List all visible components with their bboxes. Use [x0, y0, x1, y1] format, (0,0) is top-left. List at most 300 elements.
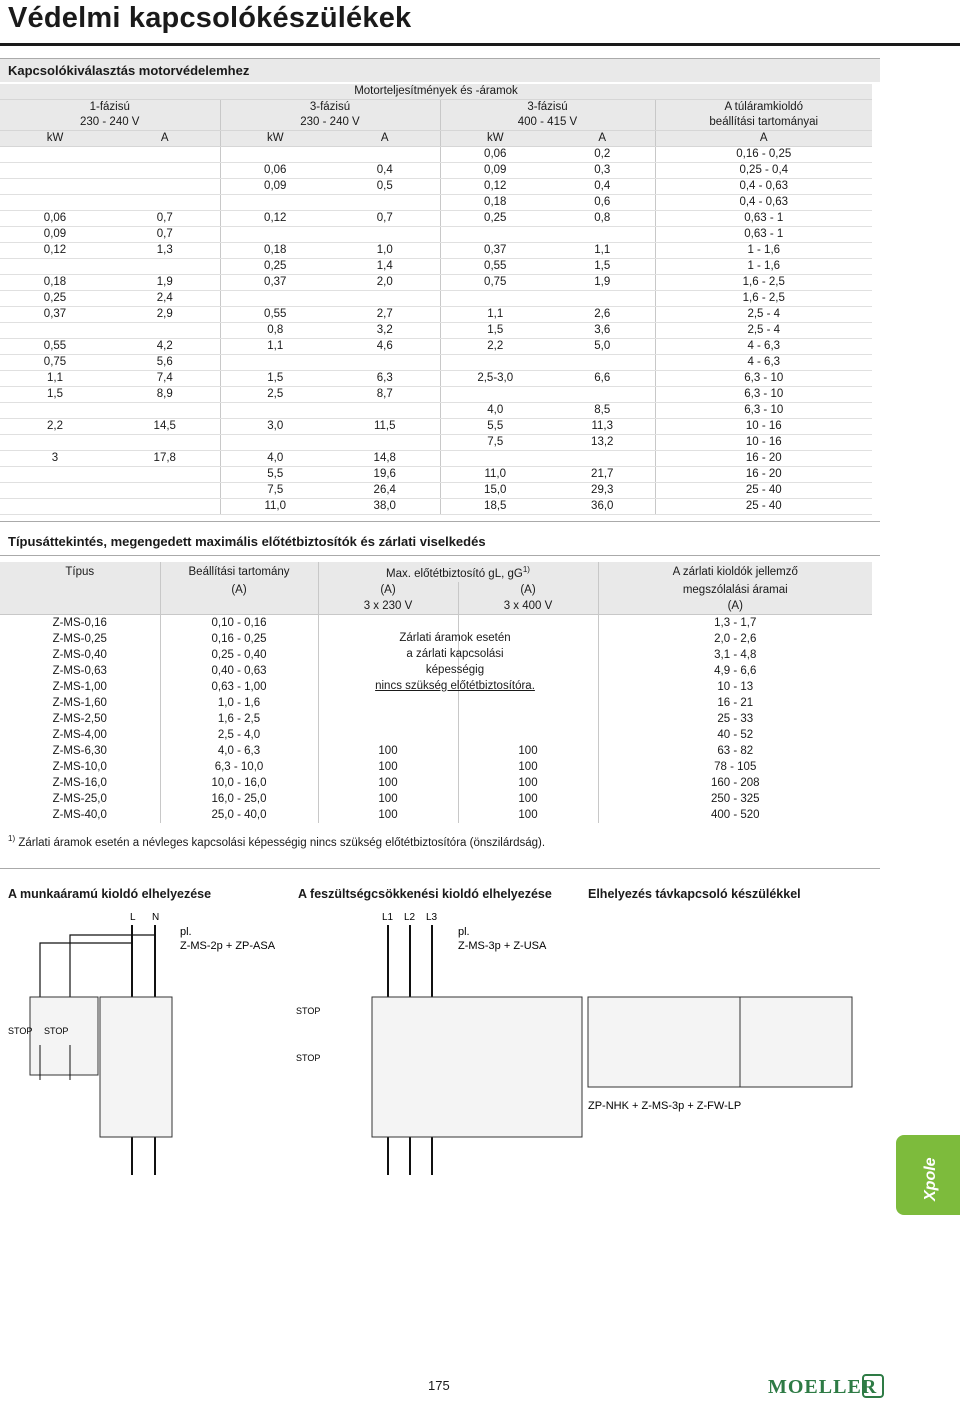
table-cell: 10 - 16	[655, 419, 872, 435]
stop-label: STOP	[296, 1006, 321, 1016]
table-row	[0, 467, 872, 483]
table-cell: 6,3 - 10	[655, 371, 872, 387]
label-L2: L2	[404, 912, 416, 923]
table-cell	[0, 499, 110, 515]
table-cell: Z-MS-16,0	[52, 776, 107, 789]
table-cell: 5,6	[110, 355, 220, 371]
table-cell	[110, 179, 220, 195]
header-max-fuse: Max. előtétbiztosító gL, $gG^{1)}$	[318, 562, 598, 582]
header-zarlati-unit: (A)	[598, 598, 872, 615]
table-cell	[550, 291, 655, 307]
table-cell: 2,5-3,0	[440, 371, 550, 387]
table-row	[0, 727, 872, 743]
table-cell	[330, 403, 440, 419]
table-cell: Z-MS-0,63	[52, 664, 107, 677]
table-row	[0, 791, 872, 807]
table-cell: Z-MS-10,0	[52, 760, 107, 773]
diagram2-wiring	[290, 905, 590, 1175]
table-cell: 0,55	[0, 339, 110, 355]
table-cell: 100	[318, 791, 458, 807]
table-cell: 100	[458, 775, 598, 791]
unit-a: A	[110, 131, 220, 147]
table-cell: 100	[318, 775, 458, 791]
table-cell	[550, 227, 655, 243]
table-cell: 0,09	[0, 227, 110, 243]
table-cell: 100	[318, 743, 458, 759]
xpole-tab: Xpole	[896, 1135, 960, 1215]
table-cell	[220, 227, 330, 243]
table-row	[0, 307, 872, 323]
table-cell: 1,9	[550, 275, 655, 291]
table-cell: Z-MS-2,50	[52, 712, 107, 725]
table-cell: 2,2	[440, 339, 550, 355]
table-cell: 0,06	[0, 211, 110, 227]
table-cell: 8,5	[550, 403, 655, 419]
diagram3-title: Elhelyezés távkapcsoló készülékkel	[588, 887, 801, 901]
table-cell	[110, 403, 220, 419]
table-cell: 0,12	[0, 243, 110, 259]
col-group-2-line1: 3-fázisú	[220, 100, 440, 116]
col-group-4-line1: A túláramkioldó	[655, 100, 872, 116]
diagram1-title: A munkaáramú kioldó elhelyezése	[8, 887, 212, 901]
table-cell: 4,0	[440, 403, 550, 419]
table-cell: 100	[318, 759, 458, 775]
header-beallitasi-unit: (A)	[160, 582, 318, 598]
diagram2-caption: Z-MS-3p + Z-USA	[458, 940, 547, 952]
table-cell: 16 - 20	[655, 467, 872, 483]
table-cell: 11,5	[330, 419, 440, 435]
table-cell: 1,9	[110, 275, 220, 291]
diagram3-caption: ZP-NHK + Z-MS-3p + Z-FW-LP	[588, 1100, 742, 1112]
diagram2-title: A feszültségcsökkenési kioldó elhelyezése	[298, 887, 552, 901]
col-group-1-line2: 230 - 240 V	[0, 115, 220, 131]
table1-heading-bar	[0, 58, 880, 82]
table-cell	[440, 451, 550, 467]
section-divider	[0, 868, 880, 869]
table-cell: 8,7	[330, 387, 440, 403]
stop-label: STOP	[296, 1053, 321, 1063]
table-cell: 5,0	[550, 339, 655, 355]
stop-label: STOP	[8, 1026, 33, 1036]
table-cell: Z-MS-4,00	[52, 728, 107, 741]
table-cell: 11,3	[550, 419, 655, 435]
table-cell: 36,0	[550, 499, 655, 515]
table-row	[0, 371, 872, 387]
table-cell	[318, 695, 458, 711]
table-cell: 3,2	[330, 323, 440, 339]
table-cell: 6,3 - 10	[655, 403, 872, 419]
table-row	[0, 499, 872, 515]
table-cell: 1,3 - 1,7	[598, 614, 872, 631]
table-cell: 2,5 - 4,0	[160, 727, 318, 743]
table-cell: 0,16 - 0,25	[655, 147, 872, 163]
table-cell	[550, 387, 655, 403]
table-cell: 1,0 - 1,6	[160, 695, 318, 711]
table-cell	[550, 451, 655, 467]
table-cell	[440, 291, 550, 307]
unit-kw: kW	[440, 131, 550, 147]
breaker-module	[740, 997, 852, 1087]
table-cell	[110, 323, 220, 339]
table-cell: 1,4	[330, 259, 440, 275]
table-cell: Z-MS-1,60	[52, 696, 107, 709]
table-cell: 0,75	[0, 355, 110, 371]
table-cell	[110, 259, 220, 275]
diagram1-wiring	[0, 905, 290, 1175]
col-group-3-line2: 400 - 415 V	[440, 115, 655, 131]
stop-label: STOP	[44, 1026, 69, 1036]
table-cell: 4,0	[220, 451, 330, 467]
table-cell: 3	[0, 451, 110, 467]
table-cell: 6,3 - 10,0	[160, 759, 318, 775]
table-cell: 0,63 - 1	[655, 211, 872, 227]
table-cell: 1,5	[220, 371, 330, 387]
table-cell: 0,4	[550, 179, 655, 195]
table-cell: 0,18	[220, 243, 330, 259]
table-row	[0, 483, 872, 499]
table-cell: 0,8	[220, 323, 330, 339]
table-row	[0, 419, 872, 435]
table-cell: 78 - 105	[598, 759, 872, 775]
table-cell	[550, 355, 655, 371]
table-cell: 2,4	[110, 291, 220, 307]
table-cell: 2,5	[220, 387, 330, 403]
table-cell: 10 - 13	[598, 679, 872, 695]
table-cell: 0,4	[330, 163, 440, 179]
table-cell	[220, 195, 330, 211]
label-L: L	[130, 912, 136, 923]
table-row	[0, 451, 872, 467]
table-cell: 1,1	[220, 339, 330, 355]
table-cell	[330, 195, 440, 211]
table-cell	[318, 711, 458, 727]
table-cell: 6,3 - 10	[655, 387, 872, 403]
table-cell: Z-MS-0,25	[52, 632, 107, 645]
label-L3: L3	[426, 912, 438, 923]
table-cell	[0, 195, 110, 211]
header-zarlati: A zárlati kioldók jellemző	[598, 562, 872, 582]
table-cell: 2,0	[330, 275, 440, 291]
table-cell: 38,0	[330, 499, 440, 515]
table1-group-header: Motorteljesítmények és -áramok	[0, 84, 872, 100]
diagram3-wiring	[580, 905, 880, 1125]
table-cell: 2,6	[550, 307, 655, 323]
table-row	[0, 163, 872, 179]
table-cell: 0,09	[220, 179, 330, 195]
table-cell	[220, 291, 330, 307]
table-cell: 1,6 - 2,5	[160, 711, 318, 727]
unit-a: A	[550, 131, 655, 147]
table-row	[0, 259, 872, 275]
table-cell	[318, 727, 458, 743]
table-cell: 1,1	[440, 307, 550, 323]
table-row	[0, 227, 872, 243]
table-cell: 0,6	[550, 195, 655, 211]
table-cell: 0,75	[440, 275, 550, 291]
table-cell: 0,55	[440, 259, 550, 275]
remote-switch-module	[588, 997, 740, 1087]
table-cell: 0,5	[330, 179, 440, 195]
table-cell: 1 - 1,6	[655, 243, 872, 259]
diagram1-caption: Z-MS-2p + ZP-ASA	[180, 940, 276, 952]
table-cell: 3,0	[220, 419, 330, 435]
table-cell: 25 - 40	[655, 483, 872, 499]
table-row	[0, 195, 872, 211]
table-row	[0, 807, 872, 823]
table-cell	[110, 195, 220, 211]
table-cell: 6,6	[550, 371, 655, 387]
table-row	[0, 387, 872, 403]
table-cell: 0,10 - 0,16	[160, 614, 318, 631]
table-row	[0, 403, 872, 419]
table-cell: 3,6	[550, 323, 655, 339]
table-cell: Z-MS-40,0	[52, 808, 107, 821]
table-cell: 0,06	[440, 147, 550, 163]
table-cell: 0,7	[330, 211, 440, 227]
table-row	[0, 355, 872, 371]
col-group-1-line1: 1-fázisú	[0, 100, 220, 116]
table-cell: 1,6 - 2,5	[655, 291, 872, 307]
table-row	[0, 614, 872, 631]
table-cell	[458, 614, 598, 631]
footnote: $^{1)}$ Zárlati áramok esetén a névleges kapcsolási képességig nincs szükség előtétbiztosítóra (önszilárdság).	[8, 834, 546, 849]
table-cell: 0,63 - 1	[655, 227, 872, 243]
table-cell: 1,0	[330, 243, 440, 259]
unit-kw: kW	[0, 131, 110, 147]
table-cell: 2,7	[330, 307, 440, 323]
table-cell: 0,2	[550, 147, 655, 163]
table-cell: Z-MS-6,30	[52, 744, 107, 757]
table-cell: 0,09	[440, 163, 550, 179]
table-cell: 25 - 33	[598, 711, 872, 727]
table-cell: 0,37	[220, 275, 330, 291]
table-cell: 0,3	[550, 163, 655, 179]
table-cell: 0,4 - 0,63	[655, 195, 872, 211]
table2-title: Típusáttekintés, megengedett maximális előtétbiztosítók és zárlati viselkedés	[8, 534, 486, 549]
table-cell: 0,40 - 0,63	[160, 663, 318, 679]
unit-kw: kW	[220, 131, 330, 147]
table-row	[0, 711, 872, 727]
table-cell: 4,2	[110, 339, 220, 355]
table-cell: 4 - 6,3	[655, 355, 872, 371]
table-cell: 0,06	[220, 163, 330, 179]
table-cell: 2,5 - 4	[655, 323, 872, 339]
table-cell: 0,37	[0, 307, 110, 323]
table-cell: 7,5	[220, 483, 330, 499]
table-cell	[110, 483, 220, 499]
table-cell	[440, 355, 550, 371]
col-group-2-line2: 230 - 240 V	[220, 115, 440, 131]
motor-protection-table	[0, 84, 872, 515]
table-cell	[458, 727, 598, 743]
table-cell: 250 - 325	[598, 791, 872, 807]
table-cell: 11,0	[440, 467, 550, 483]
unit-a: A	[655, 131, 872, 147]
header-max-a2: (A)	[458, 582, 598, 598]
table-cell	[330, 227, 440, 243]
table-cell: 1,6 - 2,5	[655, 275, 872, 291]
table-cell	[0, 259, 110, 275]
table-row	[0, 435, 872, 451]
section-divider	[0, 521, 880, 522]
table-cell	[0, 163, 110, 179]
table-cell: 16,0 - 25,0	[160, 791, 318, 807]
table-cell: 5,5	[220, 467, 330, 483]
table-row	[0, 211, 872, 227]
table-row	[0, 275, 872, 291]
unit-a: A	[330, 131, 440, 147]
table-cell: 1 - 1,6	[655, 259, 872, 275]
table-cell: 17,8	[110, 451, 220, 467]
table-cell: 0,37	[440, 243, 550, 259]
table-cell: 16 - 21	[598, 695, 872, 711]
table-cell: 18,5	[440, 499, 550, 515]
label-pl: pl.	[458, 926, 470, 938]
table-cell: 100	[458, 759, 598, 775]
col-group-3-line1: 3-fázisú	[440, 100, 655, 116]
table-cell: 100	[458, 807, 598, 823]
table-cell: 0,18	[0, 275, 110, 291]
table-row	[0, 179, 872, 195]
table-cell	[220, 355, 330, 371]
table-row	[0, 775, 872, 791]
table-cell	[110, 147, 220, 163]
label-L1: L1	[382, 912, 394, 923]
table-cell: 160 - 208	[598, 775, 872, 791]
header-max-a1: (A)	[318, 582, 458, 598]
table-cell: 15,0	[440, 483, 550, 499]
table-row	[0, 291, 872, 307]
table-cell	[0, 403, 110, 419]
table-cell	[330, 147, 440, 163]
table-cell: 25 - 40	[655, 499, 872, 515]
table-cell: 14,8	[330, 451, 440, 467]
table-cell	[0, 323, 110, 339]
table-cell: 6,3	[330, 371, 440, 387]
table-cell: 7,4	[110, 371, 220, 387]
table-cell: 4 - 6,3	[655, 339, 872, 355]
table-cell	[458, 711, 598, 727]
table-cell	[110, 467, 220, 483]
table-cell: 16 - 20	[655, 451, 872, 467]
table-cell: 63 - 82	[598, 743, 872, 759]
table-cell	[110, 163, 220, 179]
header-zarlati-line2: megszólalási áramai	[598, 582, 872, 598]
table-cell: 1,5	[0, 387, 110, 403]
table-cell: 0,25	[440, 211, 550, 227]
table-cell: 2,2	[0, 419, 110, 435]
table-row	[0, 759, 872, 775]
table-cell: 4,6	[330, 339, 440, 355]
table-cell: 0,8	[550, 211, 655, 227]
table-cell	[220, 435, 330, 451]
table-cell	[220, 403, 330, 419]
table-cell	[110, 435, 220, 451]
title-rule	[0, 43, 960, 46]
table-cell: 1,1	[0, 371, 110, 387]
table-cell: 1,5	[550, 259, 655, 275]
table-cell: 26,4	[330, 483, 440, 499]
table-cell	[330, 291, 440, 307]
table-cell: 0,25 - 0,4	[655, 163, 872, 179]
short-circuit-note	[320, 630, 590, 694]
label-pl: pl.	[180, 926, 192, 938]
table-cell: 0,7	[110, 227, 220, 243]
table-cell: 0,25	[0, 291, 110, 307]
header-voltage-230: 3 x 230 V	[318, 598, 458, 615]
table-cell: 4,9 - 6,6	[598, 663, 872, 679]
table-cell: 10,0 - 16,0	[160, 775, 318, 791]
table-cell: 11,0	[220, 499, 330, 515]
table-cell: 21,7	[550, 467, 655, 483]
table-row	[0, 243, 872, 259]
table-cell	[0, 147, 110, 163]
table-cell	[220, 147, 330, 163]
table-cell	[458, 695, 598, 711]
table-row	[0, 695, 872, 711]
breaker-module	[100, 997, 172, 1137]
table-cell: Z-MS-0,16	[52, 616, 107, 629]
table-cell: 8,9	[110, 387, 220, 403]
table-cell: 0,12	[440, 179, 550, 195]
table-cell: 0,63 - 1,00	[160, 679, 318, 695]
table-cell: 1,3	[110, 243, 220, 259]
table-cell: 100	[458, 791, 598, 807]
table-cell: 14,5	[110, 419, 220, 435]
table-cell	[330, 355, 440, 371]
page-title: Védelmi kapcsolókészülékek	[8, 2, 412, 34]
table-cell: Z-MS-25,0	[52, 792, 107, 805]
table-cell: 2,9	[110, 307, 220, 323]
table-cell: Z-MS-1,00	[52, 680, 107, 693]
page-number: 175	[428, 1378, 450, 1393]
table-cell	[0, 483, 110, 499]
header-voltage-400: 3 x 400 V	[458, 598, 598, 615]
table-cell	[440, 387, 550, 403]
table-cell: 5,5	[440, 419, 550, 435]
table-cell	[330, 435, 440, 451]
moeller-emblem-icon	[862, 1374, 884, 1398]
header-tipus: Típus	[0, 562, 160, 582]
table-cell: 0,25	[220, 259, 330, 275]
note-line: Zárlati áramok esetén	[399, 632, 511, 644]
table-cell: 19,6	[330, 467, 440, 483]
table-cell: 100	[458, 743, 598, 759]
section-divider	[0, 555, 880, 556]
note-line: nincs szükség előtétbiztosítóra.	[375, 680, 535, 692]
table-cell	[0, 467, 110, 483]
table-cell: 2,0 - 2,6	[598, 631, 872, 647]
table-cell: 0,55	[220, 307, 330, 323]
label-N: N	[152, 912, 160, 923]
table-row	[0, 323, 872, 339]
table-cell: 0,25 - 0,40	[160, 647, 318, 663]
moeller-logo: MOELLER	[768, 1376, 878, 1398]
table-cell: 25,0 - 40,0	[160, 807, 318, 823]
table-row	[0, 339, 872, 355]
table-cell: 0,18	[440, 195, 550, 211]
table-cell: 100	[318, 807, 458, 823]
note-line: képességig	[425, 664, 485, 676]
table-cell: 1,5	[440, 323, 550, 339]
table-cell: 40 - 52	[598, 727, 872, 743]
table-cell: 0,7	[110, 211, 220, 227]
table-row	[0, 743, 872, 759]
col-group-4-line2: beállítási tartományai	[655, 115, 872, 131]
table-cell	[0, 435, 110, 451]
table-cell: 10 - 16	[655, 435, 872, 451]
table-cell: 400 - 520	[598, 807, 872, 823]
